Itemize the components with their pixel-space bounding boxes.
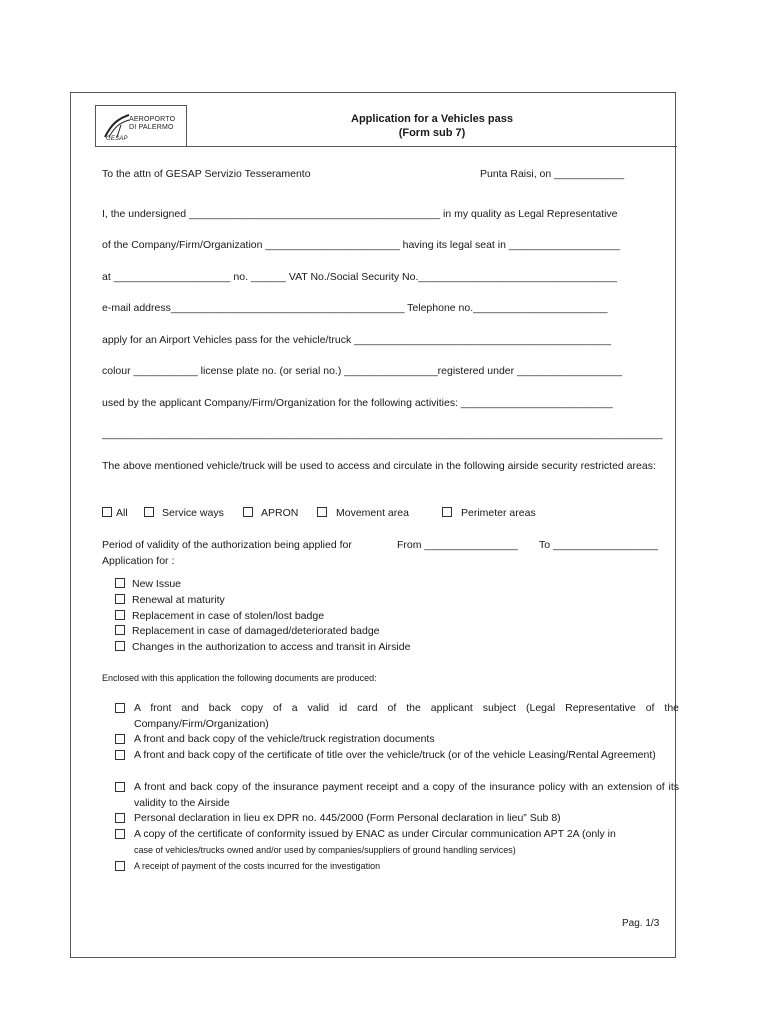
checkbox[interactable] [115, 641, 125, 651]
application-option-changes[interactable]: Changes in the authorization to access and transit in Airside [115, 641, 410, 653]
area-option-apron[interactable]: APRON [243, 507, 298, 519]
area-option-service-ways[interactable]: Service ways [144, 507, 224, 519]
checkbox[interactable] [102, 507, 112, 517]
document-item-id-card[interactable]: A front and back copy of a valid id card of the applicant subject (Legal Representative of the Company/Firm/Organization) [115, 701, 679, 732]
validity-from-field[interactable]: From ________________ [397, 539, 518, 551]
company-line[interactable]: of the Company/Firm/Organization _______________________ having its legal seat in ___________________ [102, 239, 620, 251]
checkbox[interactable] [243, 507, 253, 517]
document-item-insurance[interactable]: A front and back copy of the insurance payment receipt and a copy of the insurance policy with an extension of its validity to the Airside [115, 780, 679, 811]
checkbox[interactable] [115, 750, 125, 760]
checkbox[interactable] [144, 507, 154, 517]
checkbox[interactable] [115, 829, 125, 839]
application-option-renewal[interactable]: Renewal at maturity [115, 594, 225, 606]
email-phone-line[interactable]: e-mail address________________________________________ Telephone no._______________________ [102, 302, 608, 314]
document-item-enac-certificate-continuation: case of vehicles/trucks owned and/or used by companies/suppliers of ground handling services) [134, 844, 516, 855]
form-title: Application for a Vehicles pass [351, 113, 513, 125]
form-header [95, 105, 677, 147]
checkbox[interactable] [115, 578, 125, 588]
vehicle-line[interactable]: apply for an Airport Vehicles pass for the vehicle/truck ____________________________________________ [102, 334, 612, 346]
checkbox[interactable] [115, 703, 125, 713]
validity-label: Period of validity of the authorization being applied for [102, 539, 352, 551]
area-option-movement-area[interactable]: Movement area [317, 507, 409, 519]
checkbox[interactable] [115, 610, 125, 620]
colour-plate-line[interactable]: colour ___________ license plate no. (or serial no.) ________________registered under __________________ [102, 365, 623, 377]
application-option-replacement-damaged[interactable]: Replacement in case of damaged/deteriorated badge [115, 625, 380, 637]
logo-text-line2: DI PALERMO [129, 124, 174, 131]
logo-text-line3: GESAP [106, 136, 128, 142]
form-subtitle: (Form sub 7) [398, 127, 466, 139]
activities-line[interactable]: used by the applicant Company/Firm/Organization for the following activities: __________________________ [102, 397, 613, 409]
checkbox[interactable] [115, 734, 125, 744]
area-option-all[interactable]: All [102, 507, 128, 519]
document-item-registration[interactable]: A front and back copy of the vehicle/truck registration documents [115, 732, 679, 748]
checkbox[interactable] [115, 861, 125, 871]
application-option-new-issue[interactable]: New Issue [115, 578, 181, 590]
checkbox[interactable] [115, 625, 125, 635]
page-number: Pag. 1/3 [622, 918, 660, 929]
checkbox[interactable] [442, 507, 452, 517]
areas-intro: The above mentioned vehicle/truck will be used to access and circulate in the following airside security restricted areas: [102, 460, 656, 472]
activities-continuation-line[interactable]: ________________________________________________________________________________________________ [102, 428, 663, 440]
title-block [187, 105, 677, 147]
logo-text-line1: AEROPORTO [129, 116, 176, 123]
checkbox[interactable] [115, 782, 125, 792]
validity-to-field[interactable]: To __________________ [539, 539, 659, 551]
document-item-enac-certificate[interactable]: A copy of the certificate of conformity issued by ENAC as under Circular communication APT 2A (only in case of vehicles/trucks owned and/or used by companies/suppliers of ground handling services) [115, 827, 679, 858]
area-option-perimeter-areas[interactable]: Perimeter areas [442, 507, 536, 519]
address-vat-line[interactable]: at ____________________ no. ______ VAT No./Social Security No.__________________________________ [102, 271, 617, 283]
application-option-replacement-stolen[interactable]: Replacement in case of stolen/lost badge [115, 610, 324, 622]
document-item-personal-declaration[interactable]: Personal declaration in lieu ex DPR no. 445/2000 (Form Personal declaration in lieu” Sub 8) [115, 811, 679, 827]
application-for-label: Application for : [102, 555, 175, 567]
undersigned-line[interactable]: I, the undersigned ___________________________________________ in my quality as Legal Representative [102, 208, 618, 220]
checkbox[interactable] [115, 594, 125, 604]
documents-intro: Enclosed with this application the following documents are produced: [102, 673, 377, 683]
place-date-field[interactable]: Punta Raisi, on ____________ [480, 168, 625, 180]
document-item-payment-receipt[interactable]: A receipt of payment of the costs incurred for the investigation [115, 859, 679, 875]
checkbox[interactable] [317, 507, 327, 517]
recipient-line: To the attn of GESAP Servizio Tesseramento [102, 168, 311, 180]
checkbox[interactable] [115, 813, 125, 823]
document-item-certificate-of-title[interactable]: A front and back copy of the certificate of title over the vehicle/truck (or of the vehicle Leasing/Rental Agreement) [115, 748, 679, 764]
airport-logo [95, 105, 187, 147]
